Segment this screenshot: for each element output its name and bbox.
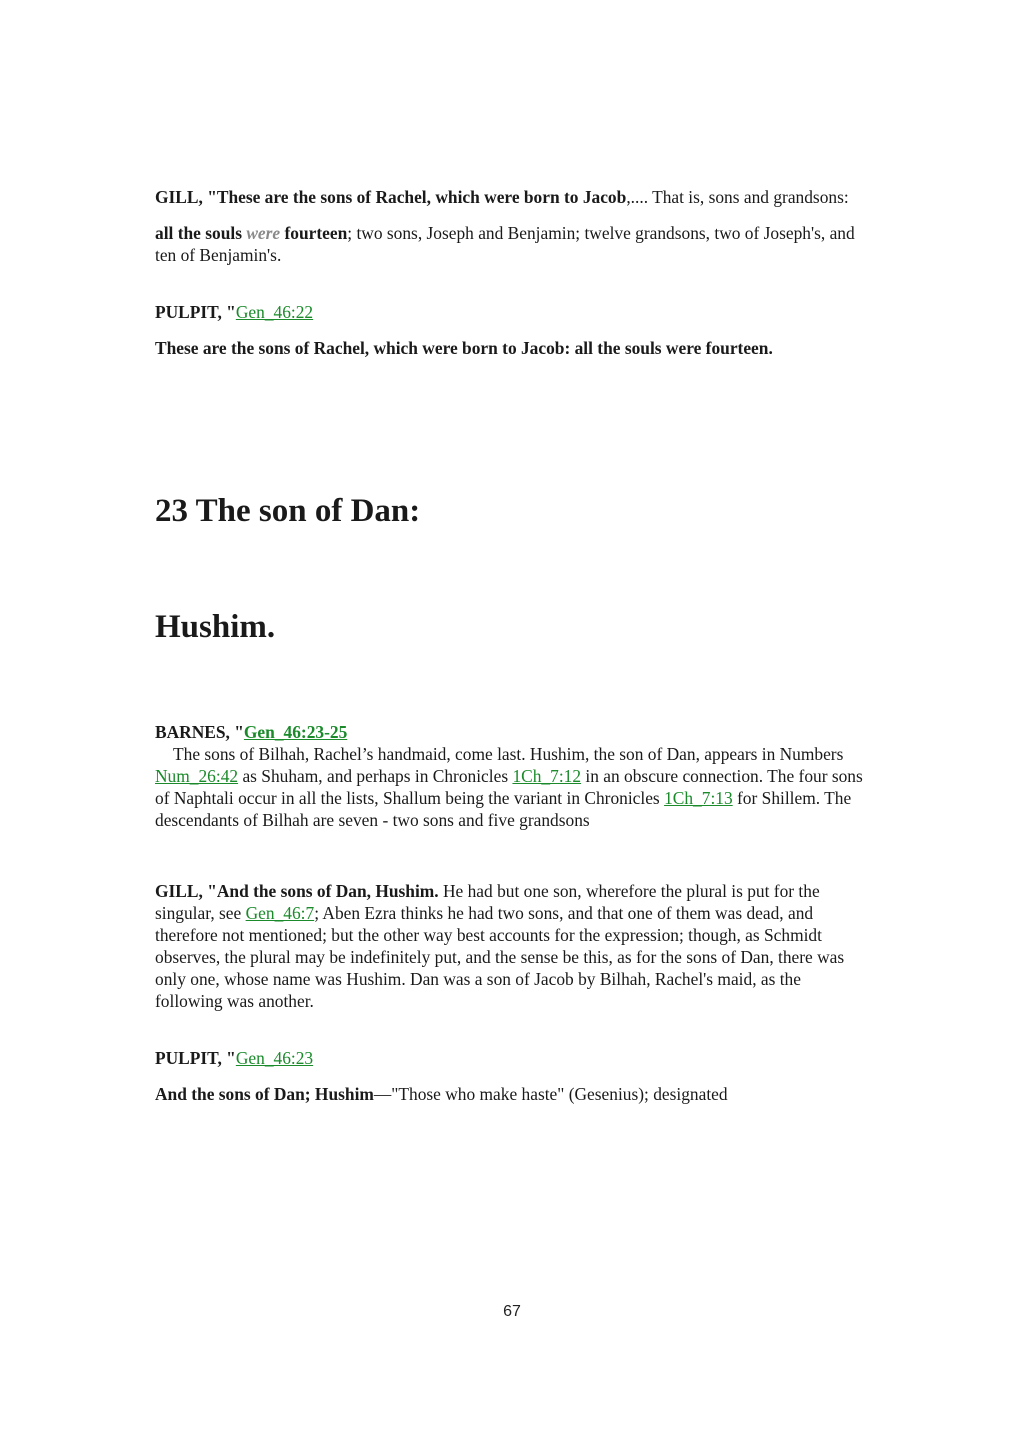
commentator-label: BARNES, " xyxy=(155,722,244,742)
commentary-text: —"Those who make haste" (Gesenius); designated xyxy=(373,1084,728,1104)
scripture-link[interactable]: Gen_46:23-25 xyxy=(243,722,348,742)
pulpit-verse-text: These are the sons of Rachel, which were born to Jacob: all the souls were fourteen. xyxy=(155,338,773,358)
commentary-text: The sons of Bilhah, Rachel’s handmaid, come last. Hushim, the son of Dan, appears in Numbers xyxy=(173,744,844,764)
scripture-link[interactable]: Gen_46:22 xyxy=(235,302,314,322)
verse-heading: 23 The son of Dan: xyxy=(155,493,421,529)
gill-commentary-1 xyxy=(155,186,870,208)
commentator-label: GILL, " xyxy=(155,881,217,901)
commentator-label: PULPIT, " xyxy=(155,302,236,322)
barnes-header xyxy=(155,721,870,743)
commentary-text: in an obscure connection. The four sons of Naphtali occur in all the lists, Shallum being the variant in Chronicles xyxy=(155,766,863,808)
page-number: 67 xyxy=(503,1303,521,1320)
commentary-text: ; Aben Ezra thinks he had two sons, and that one of them was dead, and therefore not mentioned; but the other way best accounts for the expression; though, as Schmidt observes, the plural may be indefinitely put, and the sense be this, as for the sons of Dan, there was only one, whose name was Hushim. Dan was a son of Jacob by Bilhah, Rachel's maid, as the following was another. xyxy=(155,903,845,1011)
page-content xyxy=(155,186,870,1105)
pulpit-header-2 xyxy=(155,1047,870,1069)
commentator-label: PULPIT, " xyxy=(155,1048,236,1068)
pulpit-header-1 xyxy=(155,301,870,323)
verse-heading-name: Hushim. xyxy=(155,609,276,645)
commentary-text: for Shillem. The descendants of Bilhah are seven - two sons and five grandsons xyxy=(155,788,852,830)
verse-quote: These are the sons of Rachel, which were born to Jacob xyxy=(216,187,627,207)
verse-quote: And the sons of Dan, Hushim. xyxy=(216,881,439,901)
barnes-commentary xyxy=(155,743,870,831)
gill-commentary-1-para2 xyxy=(155,222,870,266)
commentary-text: He had but one son, wherefore the plural is put for the singular, see xyxy=(155,881,820,923)
commentary-text: as Shuham, and perhaps in Chronicles xyxy=(238,766,513,786)
verse-quote: And the sons of Dan; Hushim xyxy=(155,1084,374,1104)
verse-quote: fourteen xyxy=(280,223,348,243)
scripture-link[interactable]: Gen_46:7 xyxy=(245,903,315,923)
scripture-link[interactable]: Num_26:42 xyxy=(155,766,239,786)
verse-quote: all the souls xyxy=(155,223,247,243)
scripture-link[interactable]: 1Ch_7:13 xyxy=(664,788,733,808)
scripture-link[interactable]: Gen_46:23 xyxy=(235,1048,314,1068)
commentary-text: ; two sons, Joseph and Benjamin; twelve grandsons, two of Joseph's, and ten of Benjamin's. xyxy=(155,223,855,265)
commentary-text: ,.... That is, sons and grandsons: xyxy=(626,187,849,207)
scripture-link[interactable]: 1Ch_7:12 xyxy=(512,766,582,786)
gill-commentary-2 xyxy=(155,880,870,1012)
pulpit-commentary-2 xyxy=(155,1083,870,1105)
italic-word: were xyxy=(246,223,281,243)
commentator-label: GILL, " xyxy=(155,187,217,207)
